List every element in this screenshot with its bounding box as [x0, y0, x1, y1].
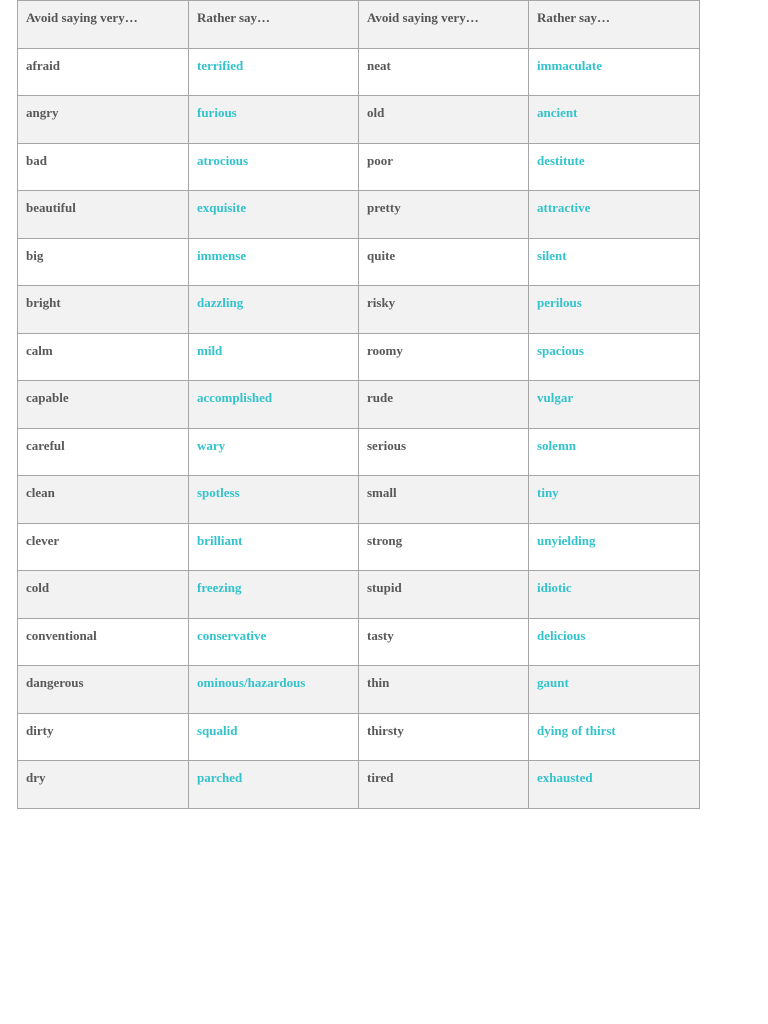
table-row	[18, 428, 700, 476]
table-row	[18, 143, 700, 191]
table-row	[18, 476, 700, 524]
rather-word-left: freezing	[189, 571, 359, 619]
avoid-word-right: tasty	[359, 618, 529, 666]
rather-word-right: tiny	[529, 476, 700, 524]
avoid-word-left: bad	[18, 143, 189, 191]
rather-word-left: parched	[189, 761, 359, 809]
rather-word-left: mild	[189, 333, 359, 381]
table-row	[18, 333, 700, 381]
header-avoid-left: Avoid saying very…	[18, 1, 189, 49]
avoid-word-right: stupid	[359, 571, 529, 619]
rather-word-left: accomplished	[189, 381, 359, 429]
rather-word-left: furious	[189, 96, 359, 144]
table-row	[18, 761, 700, 809]
rather-word-left: exquisite	[189, 191, 359, 239]
rather-word-left: terrified	[189, 48, 359, 96]
avoid-word-left: dangerous	[18, 666, 189, 714]
avoid-word-left: beautiful	[18, 191, 189, 239]
rather-word-right: delicious	[529, 618, 700, 666]
rather-word-left: brilliant	[189, 523, 359, 571]
table-row	[18, 96, 700, 144]
avoid-word-right: pretty	[359, 191, 529, 239]
avoid-word-right: old	[359, 96, 529, 144]
avoid-word-right: serious	[359, 428, 529, 476]
avoid-word-left: clever	[18, 523, 189, 571]
vocabulary-sheet	[17, 0, 699, 809]
avoid-word-left: bright	[18, 286, 189, 334]
rather-word-right: unyielding	[529, 523, 700, 571]
table-row	[18, 523, 700, 571]
rather-word-left: spotless	[189, 476, 359, 524]
table-row	[18, 238, 700, 286]
avoid-word-left: conventional	[18, 618, 189, 666]
table-body	[18, 48, 700, 808]
rather-word-left: conservative	[189, 618, 359, 666]
table-row	[18, 713, 700, 761]
rather-word-right: perilous	[529, 286, 700, 334]
avoid-word-right: rude	[359, 381, 529, 429]
rather-word-right: spacious	[529, 333, 700, 381]
rather-word-right: destitute	[529, 143, 700, 191]
avoid-word-left: big	[18, 238, 189, 286]
avoid-word-right: thirsty	[359, 713, 529, 761]
table-header-row	[18, 1, 700, 49]
rather-word-right: idiotic	[529, 571, 700, 619]
rather-word-right: gaunt	[529, 666, 700, 714]
rather-word-right: attractive	[529, 191, 700, 239]
avoid-word-right: quite	[359, 238, 529, 286]
rather-word-right: vulgar	[529, 381, 700, 429]
table-row	[18, 286, 700, 334]
rather-word-left: ominous/hazardous	[189, 666, 359, 714]
avoid-word-left: capable	[18, 381, 189, 429]
avoid-word-left: angry	[18, 96, 189, 144]
rather-word-left: wary	[189, 428, 359, 476]
avoid-word-right: thin	[359, 666, 529, 714]
table-row	[18, 191, 700, 239]
table-row	[18, 666, 700, 714]
table-row	[18, 381, 700, 429]
avoid-word-left: cold	[18, 571, 189, 619]
header-avoid-right: Avoid saying very…	[359, 1, 529, 49]
rather-word-right: immaculate	[529, 48, 700, 96]
rather-word-right: solemn	[529, 428, 700, 476]
rather-word-left: dazzling	[189, 286, 359, 334]
avoid-word-left: afraid	[18, 48, 189, 96]
rather-word-left: immense	[189, 238, 359, 286]
avoid-word-left: dry	[18, 761, 189, 809]
avoid-word-left: careful	[18, 428, 189, 476]
rather-word-right: dying of thirst	[529, 713, 700, 761]
word-alternatives-table	[17, 0, 700, 809]
avoid-word-left: calm	[18, 333, 189, 381]
avoid-word-left: clean	[18, 476, 189, 524]
avoid-word-right: neat	[359, 48, 529, 96]
avoid-word-right: risky	[359, 286, 529, 334]
rather-word-right: exhausted	[529, 761, 700, 809]
avoid-word-right: tired	[359, 761, 529, 809]
header-rather-right: Rather say…	[529, 1, 700, 49]
header-rather-left: Rather say…	[189, 1, 359, 49]
rather-word-left: squalid	[189, 713, 359, 761]
rather-word-right: ancient	[529, 96, 700, 144]
avoid-word-right: small	[359, 476, 529, 524]
rather-word-right: silent	[529, 238, 700, 286]
table-row	[18, 48, 700, 96]
avoid-word-left: dirty	[18, 713, 189, 761]
avoid-word-right: strong	[359, 523, 529, 571]
avoid-word-right: roomy	[359, 333, 529, 381]
avoid-word-right: poor	[359, 143, 529, 191]
rather-word-left: atrocious	[189, 143, 359, 191]
table-row	[18, 618, 700, 666]
table-row	[18, 571, 700, 619]
